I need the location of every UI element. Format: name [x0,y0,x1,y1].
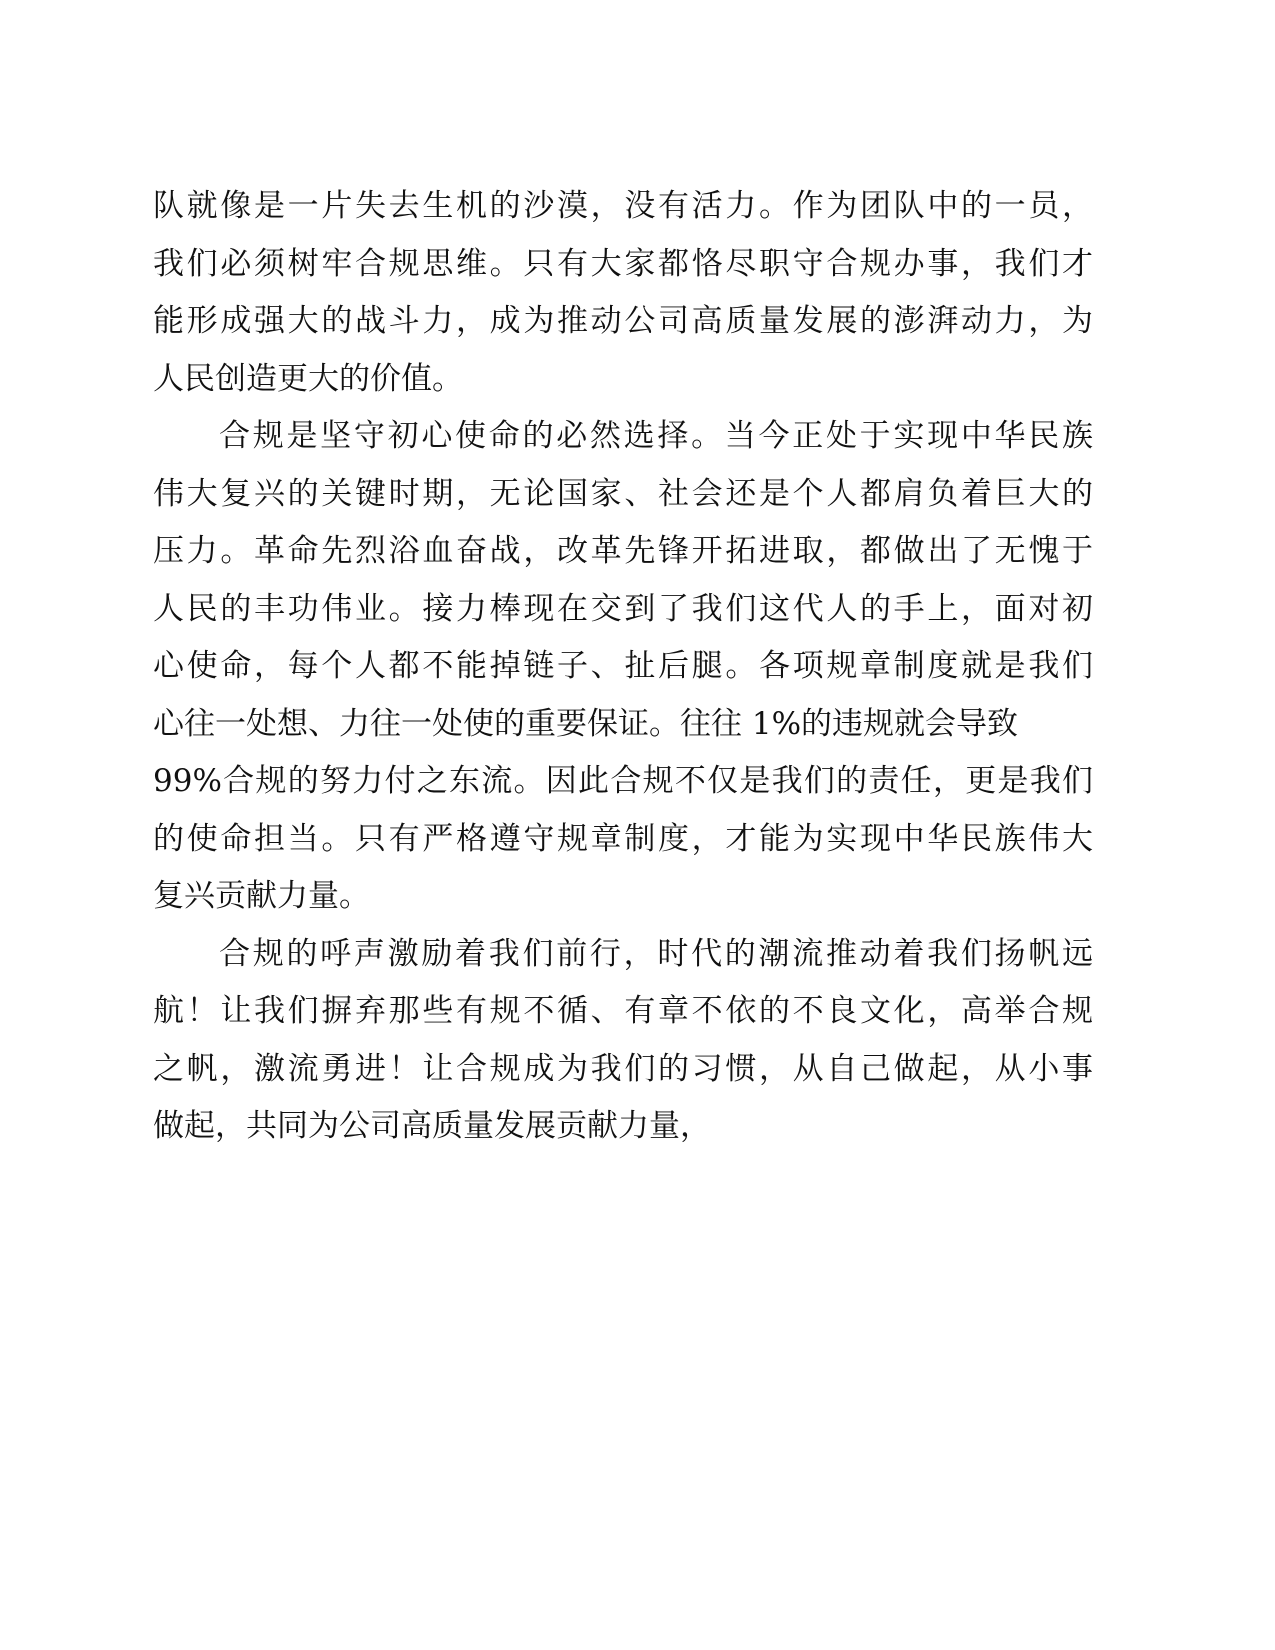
text-line: 合规是坚守初心使命的必然选择。当今正处于实现中华民族 [219,418,1093,454]
text-line: 99%合规的努力付之东流。因此合规不仅是我们的责任，更是我们 [153,763,1093,799]
document-body [153,178,1093,1156]
text-line: 心使命，每个人都不能掉链子、扯后腿。各项规章制度就是我们 [153,648,1093,684]
text-line: 人民的丰功伟业。接力棒现在交到了我们这代人的手上，面对初 [153,590,1093,627]
text-line: 心往一处想、力往一处使的重要保证。往往 1%的违规就会导致 [153,705,1019,742]
paragraph-3 [153,926,1093,1156]
paragraph-1 [153,178,1093,408]
text-line: 能形成强大的战斗力，成为推动公司高质量发展的澎湃动力，为 [153,303,1093,339]
text-line: 复兴贡献力量。 [153,878,370,914]
paragraph-2 [153,408,1093,926]
text-line: 之帆，激流勇进！让合规成为我们的习惯，从自己做起，从小事 [153,1050,1093,1087]
text-line: 做起，共同为公司高质量发展贡献力量， [153,1108,711,1144]
text-line: 队就像是一片失去生机的沙漠，没有活力。作为团队中的一员， [153,188,1093,224]
text-line: 航！让我们摒弃那些有规不循、有章不依的不良文化，高举合规 [153,993,1093,1029]
text-line: 的使命担当。只有严格遵守规章制度，才能为实现中华民族伟大 [153,820,1093,857]
text-line: 我们必须树牢合规思维。只有大家都恪尽职守合规办事，我们才 [153,245,1093,282]
text-line: 压力。革命先烈浴血奋战，改革先锋开拓进取，都做出了无愧于 [153,533,1093,569]
text-line: 人民创造更大的价值。 [153,360,463,397]
text-line: 伟大复兴的关键时期，无论国家、社会还是个人都肩负着巨大的 [153,475,1093,512]
text-line: 合规的呼声激励着我们前行，时代的潮流推动着我们扬帆远 [219,935,1093,972]
